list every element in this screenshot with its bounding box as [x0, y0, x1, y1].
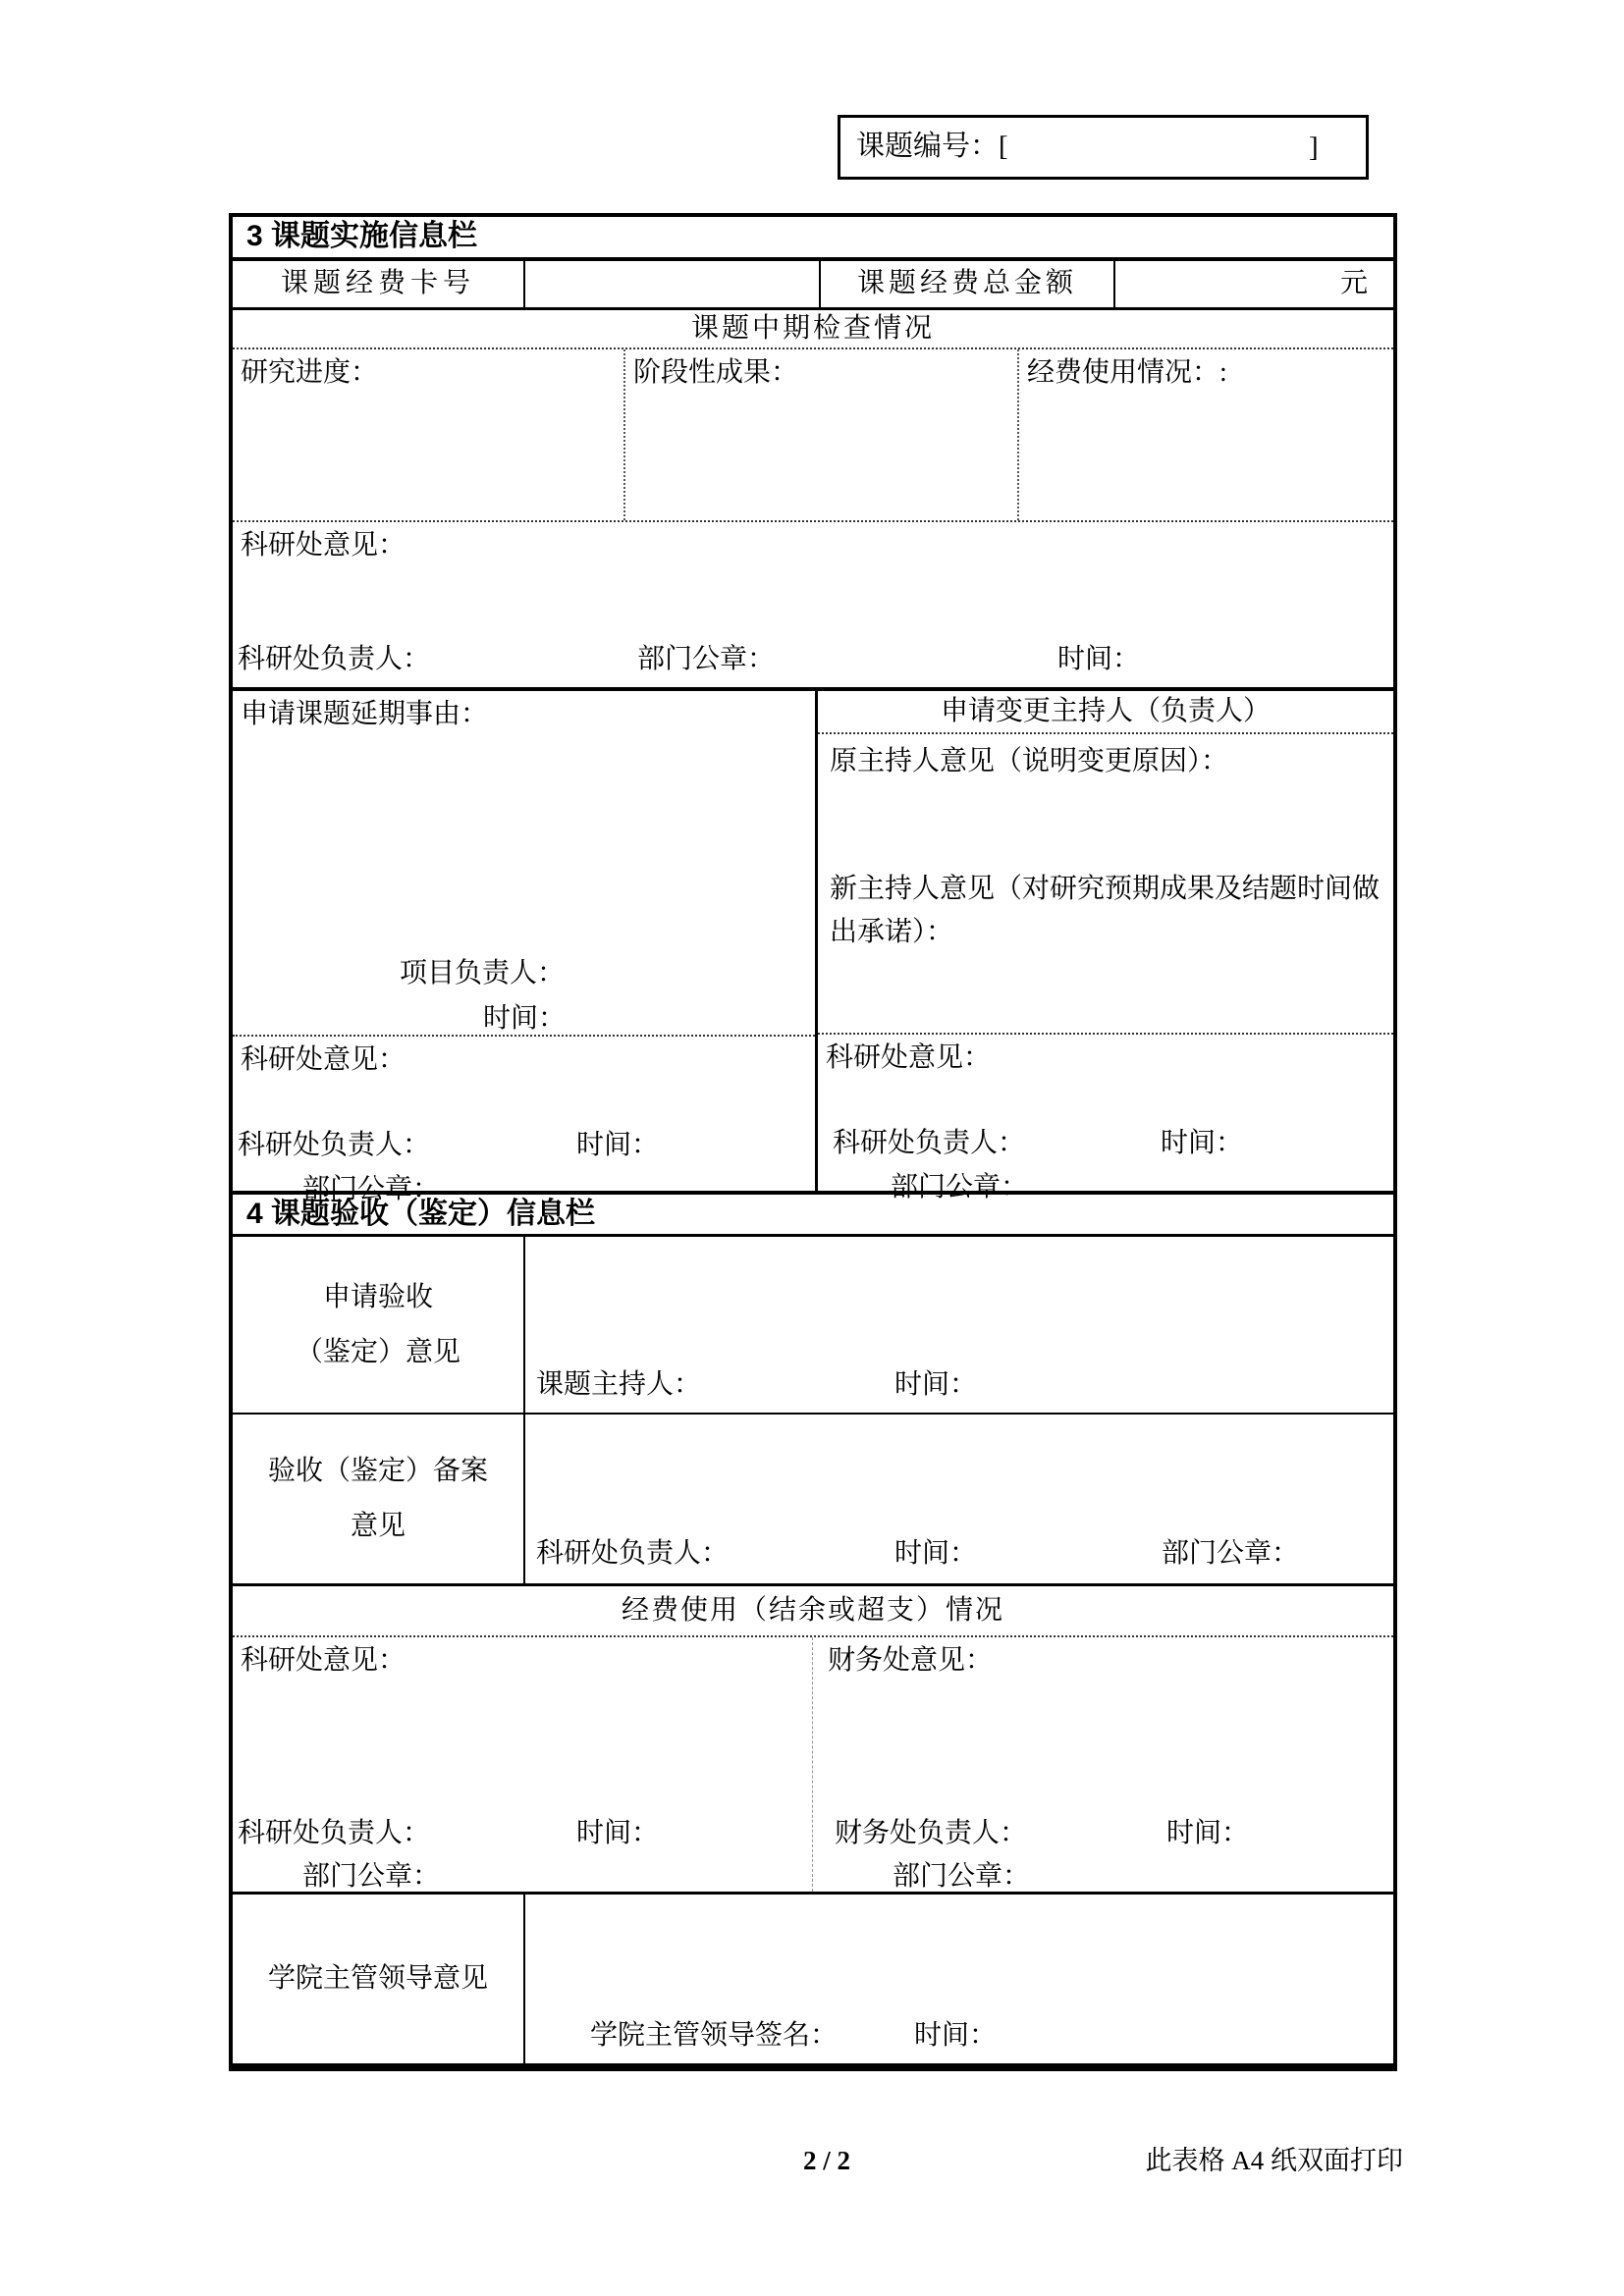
acceptance-record-label-cell — [233, 1415, 525, 1583]
office-opinion-label: 科研处意见： — [241, 1044, 406, 1075]
project-number-close-bracket: ] — [1309, 132, 1319, 163]
office-head-label: 科研处负责人： — [536, 1537, 730, 1569]
project-number-label: 课题编号：[ — [856, 131, 1008, 163]
office-head-label: 科研处负责人： — [833, 1128, 1026, 1158]
print-note: 此表格 A4 纸双面打印 — [1145, 2146, 1403, 2175]
delay-office-opinion-cell — [233, 1037, 815, 1204]
acceptance-apply-label-cell — [233, 1237, 525, 1413]
office-head-label: 科研处负责人： — [238, 1130, 431, 1160]
fee-card-label: 课题经费卡号 — [280, 268, 475, 299]
page-number: 2 / 2 — [803, 2146, 851, 2175]
office-head-label: 科研处负责人： — [238, 1818, 431, 1848]
acceptance-apply-row — [233, 1237, 1393, 1415]
section3-title: 3 课题实施信息栏 — [246, 220, 478, 253]
acceptance-apply-line2: （鉴定）意见 — [295, 1336, 460, 1367]
project-leader-label: 项目负责人： — [400, 958, 566, 988]
section3-header — [233, 217, 1393, 261]
acceptance-record-content-cell — [525, 1415, 1393, 1583]
college-leader-label: 学院主管领导意见 — [267, 1963, 488, 1994]
funds-usage-label: 经费使用情况：: — [1027, 357, 1227, 388]
section4-header — [233, 1195, 1393, 1237]
funds-balance-opinion-row — [233, 1637, 1393, 1895]
time-label: 时间： — [914, 2019, 998, 2051]
form-table — [229, 213, 1397, 2071]
seal-label: 部门公章： — [891, 1172, 1029, 1202]
midterm-title: 课题中期检查情况 — [690, 312, 935, 344]
time-label: 时间： — [576, 1130, 660, 1160]
finance-opinion-label: 财务处意见： — [828, 1645, 994, 1676]
fee-row — [233, 261, 1393, 310]
office-opinion-label: 科研处意见： — [241, 530, 406, 561]
delay-request-column — [233, 691, 818, 1204]
time-label: 时间： — [1166, 1818, 1250, 1848]
fee-total-value-cell — [1115, 261, 1393, 307]
funds-finance-opinion-cell — [813, 1637, 1393, 1892]
seal-label: 部门公章： — [1162, 1537, 1300, 1569]
acceptance-record-line2: 意见 — [350, 1511, 406, 1541]
funds-usage-cell — [1019, 349, 1393, 520]
seal-label: 部门公章： — [302, 1174, 441, 1204]
acceptance-apply-line1: 申请验收 — [322, 1281, 433, 1312]
time-label: 时间： — [1161, 1128, 1244, 1158]
seal-label: 部门公章： — [893, 1861, 1031, 1892]
college-leader-row — [233, 1895, 1393, 2063]
project-number-box — [838, 115, 1369, 180]
stage-results-label: 阶段性成果： — [633, 357, 799, 388]
seal-label: 部门公章： — [302, 1861, 441, 1892]
office-opinion-label: 科研处意见： — [241, 1645, 406, 1676]
funds-office-opinion-cell — [233, 1637, 813, 1892]
host-label: 课题主持人： — [536, 1368, 702, 1400]
host-change-title: 申请变更主持人（负责人） — [940, 695, 1271, 726]
college-leader-label-cell — [233, 1895, 525, 2063]
acceptance-apply-content-cell — [525, 1237, 1393, 1413]
delay-and-change-block — [233, 691, 1393, 1204]
funds-balance-title: 经费使用（结余或超支）情况 — [621, 1594, 1004, 1626]
fee-unit: 元 — [1339, 268, 1368, 299]
section4-title: 4 课题验收（鉴定）信息栏 — [246, 1197, 596, 1230]
old-host-opinion-label: 原主持人意见（说明变更原因）： — [830, 746, 1229, 776]
time-label: 时间： — [576, 1818, 660, 1848]
midterm-title-row — [233, 310, 1393, 349]
host-change-body-cell — [818, 734, 1393, 1035]
new-host-opinion-label: 新主持人意见（对研究预期成果及结题时间做出承诺）： — [830, 874, 1380, 947]
finance-head-label: 财务处负责人： — [835, 1818, 1028, 1848]
college-leader-content-cell — [525, 1895, 1393, 2063]
change-office-opinion-cell — [818, 1035, 1393, 1202]
seal-label: 部门公章： — [637, 643, 776, 674]
progress-label: 研究进度： — [241, 357, 379, 388]
time-label: 时间： — [894, 1368, 978, 1400]
time-label: 时间： — [1057, 643, 1141, 674]
fee-card-label-cell — [233, 261, 525, 307]
fee-card-value-cell — [525, 261, 821, 307]
host-change-title-cell — [818, 691, 1393, 734]
midterm-office-opinion-row — [233, 522, 1393, 691]
fee-total-label-cell — [821, 261, 1115, 307]
time-label: 时间： — [894, 1537, 978, 1569]
funds-balance-title-row — [233, 1586, 1393, 1637]
midterm-detail-row — [233, 349, 1393, 522]
acceptance-record-row — [233, 1415, 1393, 1586]
delay-reason-cell — [233, 691, 815, 1037]
host-change-column — [818, 691, 1393, 1202]
acceptance-record-line1: 验收（鉴定）备案 — [267, 1456, 488, 1486]
stage-results-cell — [623, 349, 1019, 520]
delay-reason-label: 申请课题延期事由： — [241, 699, 489, 729]
progress-cell — [233, 349, 623, 520]
fee-total-label: 课题经费总金额 — [856, 268, 1077, 299]
office-opinion-label: 科研处意见： — [826, 1042, 992, 1073]
office-head-label: 科研处负责人： — [238, 643, 431, 674]
time-label: 时间： — [483, 1003, 567, 1034]
college-sign-label: 学院主管领导签名： — [590, 2019, 839, 2051]
